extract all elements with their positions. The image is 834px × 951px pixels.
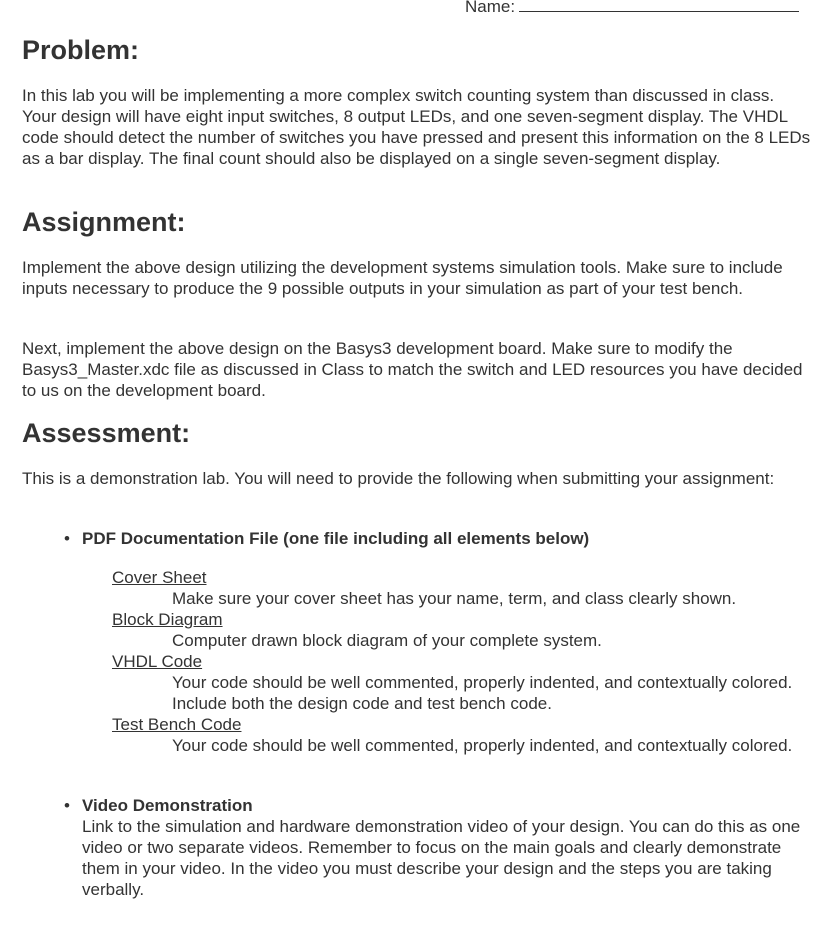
cover-sheet-desc: Make sure your cover sheet has your name, term, and class clearly shown. xyxy=(172,589,737,608)
block-diagram-term: Block Diagram xyxy=(112,610,223,629)
assessment-intro: This is a demonstration lab. You will need to provide the following when submitting your assignment: xyxy=(22,469,775,488)
documentation-elements xyxy=(112,567,812,756)
problem-heading: Problem: xyxy=(22,35,140,65)
assignment-paragraph-2: Next, implement the above design on the Basys3 development board. Make sure to modify the Basys3_Master.xdc file as discussed in Class to match the switch and LED resources you have decided to us on the development board. xyxy=(22,339,803,400)
video-demonstration-title: Video Demonstration xyxy=(82,796,253,815)
vhdl-code-desc: Your code should be well commented, properly indented, and contextually colored. Include both the design code and test bench code. xyxy=(172,673,793,713)
bullet-dot: • xyxy=(64,529,70,548)
assignment-paragraph-1: Implement the above design utilizing the development systems simulation tools. Make sure to include inputs necessary to produce the 9 possible outputs in your simulation as part of your test bench. xyxy=(22,258,783,298)
problem-text: In this lab you will be implementing a more complex switch counting system than discussed in class. Your design will have eight input switches, 8 output LEDs, and one seven-segment display. The VHDL code should detect the number of switches you have pressed and present this information on the 8 LEDs as a bar display. The final count should also be displayed on a single seven-segment display. xyxy=(22,86,811,168)
bullet-dot: • xyxy=(64,796,70,815)
name-blank-line xyxy=(519,0,799,12)
block-diagram-desc: Computer drawn block diagram of your complete system. xyxy=(172,631,602,650)
name-label: Name: xyxy=(465,0,516,16)
name-field xyxy=(465,0,799,18)
list-item-pdf-documentation xyxy=(64,528,812,549)
test-bench-code-term: Test Bench Code xyxy=(112,715,242,734)
pdf-documentation-title: PDF Documentation File (one file including all elements below) xyxy=(82,529,590,548)
vhdl-code-term: VHDL Code xyxy=(112,652,203,671)
list-item-video-demonstration xyxy=(64,795,812,900)
assignment-heading: Assignment: xyxy=(22,207,186,237)
cover-sheet-term: Cover Sheet xyxy=(112,568,207,587)
assessment-heading: Assessment: xyxy=(22,418,191,448)
video-demonstration-text: Link to the simulation and hardware demonstration video of your design. You can do this as one video or two separate videos. Remember to focus on the main goals and clearly demonstrate them in your video. In the video you must describe your design and the steps you are taking verbally. xyxy=(82,817,801,899)
test-bench-code-desc: Your code should be well commented, properly indented, and contextually colored. xyxy=(172,736,793,755)
